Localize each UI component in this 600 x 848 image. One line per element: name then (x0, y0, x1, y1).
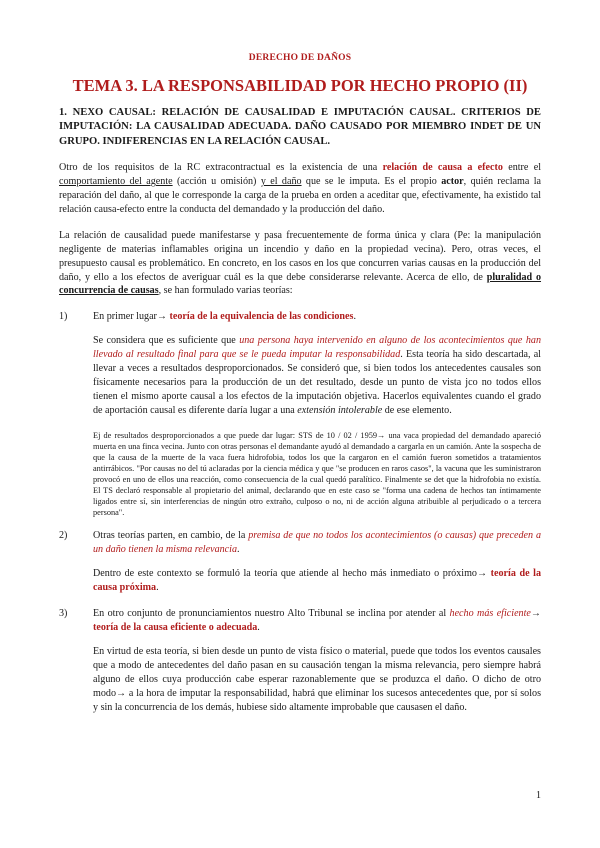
list-item-1: 1) En primer lugar→ teoría de la equivalencia de las condiciones. (59, 311, 356, 323)
underline-comportamiento: comportamiento del agente (59, 176, 173, 188)
document-body (59, 106, 541, 726)
list-number: 1) (59, 311, 68, 323)
item2-paragraph: Dentro de este contexto se formuló la teoría que atiende al hecho más inmediato o próximo→ teoría de la causa próxima. (93, 568, 541, 594)
highlight-equivalencia: teoría de la equivalencia de las condiciones (169, 311, 354, 323)
italic-hecho-eficiente: hecho más eficiente (449, 608, 531, 620)
example-note: Ej de resultados desproporcionados a que puede dar lugar: STS de 10 / 02 / 1959→ una vaca propiedad del demandado apareció muerta en una finca vecina. Junto con otras personas el demandante ayudó al demandado a cargarla en un camión. Ante la sospecha de que la causa de la muerte de la vaca fuera hidrofobia, todos los que la cargaron en el camión fueron sometidos a tratamientos antirrábicos. "Por causas no del tú aclaradas por la ciencia médica y que "se producen en raros casos", la vacuna que les suministraron provocó en uno de ellos una reacción, como consecuencia de la cual quedó paralítico. Finalmente se det que la hidrofobia no existía. El TS declaró responsable al propietario del animal, declarando que en este caso se "forma una cadena de hechos tan íntimamente ligados entre sí, sin interferencias de ningún otro extraño, culposo o no, ni de acción alguna atribuible al perjudicado o a tercera persona". (93, 430, 541, 518)
italic-premisa-1: una persona haya intervenido en alguno de los acontecimientos que han llevado al resultado final para que se le pueda imputar la responsabilidad (93, 335, 541, 361)
list-item-3: 3) En otro conjunto de pronunciamientos nuestro Alto Tribunal se inclina por atender al hecho más eficiente→ teoría de la causa eficiente o adecuada. (59, 608, 541, 633)
underline-dano: y el daño (260, 176, 302, 188)
document-header: DERECHO DE DAÑOS (248, 53, 352, 63)
page-number: 1 (536, 790, 541, 801)
paragraph-1: Otro de los requisitos de la RC extracontractual es la existencia de una relación de causa a efecto entre el comportamiento del agente (acción u omisión) y el daño que se le imputa. Es el propio actor, quién reclama la reparación del daño, al que le corresponde la carga de la prueba en orden a aceditar que, efectivamente, ha existido tal relación causa-efecto entre la conducta del demandado y la producción del daño. (59, 162, 541, 215)
page-title: TEMA 3. LA RESPONSABILIDAD POR HECHO PROPIO (II) (72, 76, 528, 95)
bold-actor: actor (441, 176, 464, 188)
section-heading: 1. NEXO CAUSAL: RELACIÓN DE CAUSALIDAD E IMPUTACIÓN CAUSAL. CRITERIOS DE IMPUTACIÓN: LA CAUSALIDAD ADECUADA. DAÑO CAUSADO POR MIEMBRO INDET DE UN GRUPO. INDIFERENCIAS EN LA RELACIÓN CAUSAL. (59, 107, 541, 147)
italic-extension: extensión intolerable (297, 404, 383, 416)
underline-pluralidad: pluralidad o concurrencia de causas (59, 271, 542, 297)
highlight-causa-proxima: teoría de la causa próxima (93, 568, 541, 594)
item3-paragraph: En virtud de esta teoría, si bien desde un punto de vista físico o material, puede que todos los eventos causales que a modo de antecedentes del daño pasan en su causación tengan la misma relevancia, pero siempre habrá alguno de ellos cuya producción cabe esperar razonablemente que se produzca el daño. O dicho de otro modo→ a la hora de imputar la responsabilidad, habrá que eliminar los sucesos antecedentes que, por sí solos y sin la concurrencia de los demás, hubiese sido altamente improbable que causasen el daño. (93, 645, 541, 713)
item1-paragraph: Se considera que es suficiente que una persona haya intervenido en alguno de los acontecimientos que han llevado al resultado final para que se le pueda imputar la responsabilidad. Esta teoría ha sido descartada, al llevar a veces a resultados desproporcionados. Se consideró que, si bien todos los antecedentes causales son físicamente necesarios para la producción de un det resultado, desde un punto de vista jco no todos ellos tienen el mismo aporte causal a los efectos de la imputación objetiva. Hacerlos equivalentes cuando el grado de aportación causal es diferente daría lugar a una extensión intolerable de ese elemento. (93, 335, 541, 416)
highlight-causa-eficiente: teoría de la causa eficiente o adecuada (93, 622, 258, 633)
highlight-causa-efecto: relación de causa a efecto (382, 162, 503, 174)
list-number: 2) (59, 530, 68, 542)
italic-premisa-2: premisa de que no todos los acontecimientos (o causas) que preceden a un daño tienen la misma relevancia (93, 530, 541, 556)
list-item-2: 2) Otras teorías parten, en cambio, de la premisa de que no todos los acontecimientos (o causas) que preceden a un daño tienen la misma relevancia. (59, 530, 541, 556)
paragraph-2: La relación de causalidad puede manifestarse y pasa frecuentemente de forma única y clara (Pe: la manipulación negligente de materias inflamables origina un incendio y daño en la propiedad vecina). Pero, otras veces, el presupuesto causal es problemático. En concreto, en los casos en los que concurren varias causas en la producción del daño, y ello a los efectos de averiguar cuál es la que debe considerarse relevante. Acerca de ello, de pluralidad o concurrencia de causas, se han formulado varias teorías: (59, 229, 542, 297)
list-number: 3) (59, 608, 68, 620)
